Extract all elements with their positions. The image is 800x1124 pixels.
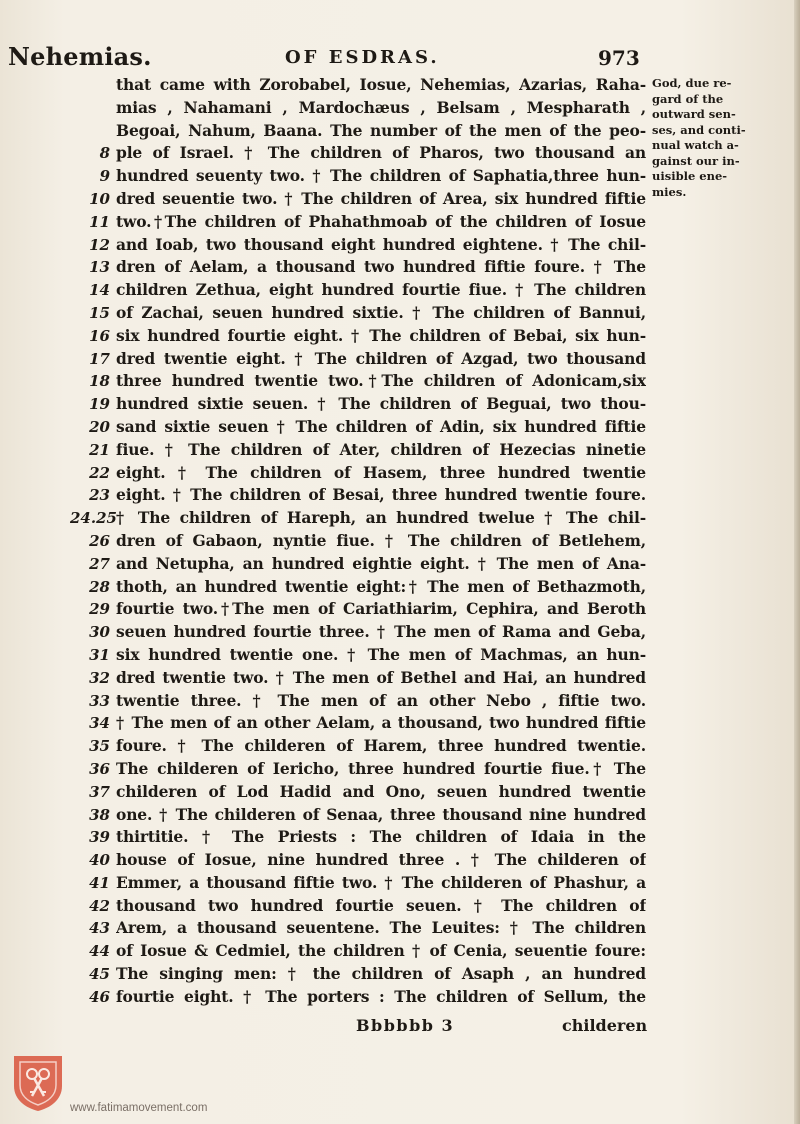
text-line: [70, 917, 650, 940]
marginal-note-line: mies.: [652, 184, 687, 199]
verse-number: 45: [89, 965, 110, 984]
verse-number: 38: [89, 805, 110, 824]
verse-number: 8: [99, 144, 110, 163]
text-line: [70, 804, 650, 827]
text-line: [70, 872, 650, 895]
verse-number: 18: [89, 372, 110, 391]
line-text: and Netupha, an hundred eightie eight. † The men of Ana-: [116, 553, 646, 573]
verse-number: 15: [89, 303, 110, 322]
line-text: eight. † The children of Besai, three hundred twentie foure.: [116, 485, 646, 505]
line-text: foure. † The childeren of Harem, three hundred twentie.: [116, 736, 646, 756]
line-text: dred twentie two. † The men of Bethel and Hai, an hundred: [116, 667, 646, 687]
line-text: Emmer, a thousand fiftie two. † The childeren of Phashur, a: [116, 872, 646, 892]
page-number: 973: [598, 46, 640, 70]
marginal-note-line: gard of the: [652, 91, 724, 106]
verse-number: 9: [99, 167, 110, 186]
text-line: [70, 348, 650, 371]
text-line: [70, 940, 650, 963]
line-text: children Zethua, eight hundred fourtie fiue. † The children: [116, 280, 646, 300]
marginal-note: [652, 76, 762, 200]
text-line: [70, 667, 650, 690]
verse-number: 39: [89, 828, 110, 847]
line-text: dred seuentie two. † The children of Area, six hundred fiftie: [116, 188, 646, 208]
text-line: [70, 234, 650, 257]
verse-number: 21: [89, 440, 110, 459]
text-line: [70, 439, 650, 462]
verse-number: 23: [89, 486, 110, 505]
text-line: [70, 758, 650, 781]
verse-number: 32: [89, 668, 110, 687]
verse-number: 40: [89, 851, 110, 870]
text-line: [70, 165, 650, 188]
line-text: fourtie eight. † The porters : The children of Sellum, the: [116, 986, 646, 1006]
line-text: six hundred twentie one. † The men of Machmas, an hun-: [116, 644, 646, 664]
marginal-note-line: nual watch a-: [652, 138, 739, 152]
line-text: three hundred twentie two.†The children of Adonicam,six: [116, 371, 646, 391]
line-text: seuen hundred fourtie three. † The men of Rama and Geba,: [116, 622, 646, 642]
line-text: dred twentie eight. † The children of Azgad, two thousand: [116, 348, 646, 368]
verse-number: 17: [89, 349, 110, 368]
verse-number: 36: [89, 759, 110, 778]
marginal-note-line: gainst our in-: [652, 153, 740, 168]
page-header: [0, 42, 800, 78]
verse-number: 27: [89, 554, 110, 573]
line-text: hundred sixtie seuen. † The children of Beguai, two thou-: [116, 394, 646, 414]
line-text: Begoai, Nahum, Baana. The number of the men of the peo-: [116, 120, 646, 140]
line-text: dren of Gabaon, nyntie fiue. † The children of Betlehem,: [116, 530, 646, 550]
line-text: Arem, a thousand seuentene. The Leuites: † The children: [116, 918, 646, 938]
line-text: of Iosue & Cedmiel, the children † of Cenia, seuentie foure:: [116, 941, 646, 961]
marginal-note-line: God, due re-: [652, 76, 732, 90]
text-line: [70, 621, 650, 644]
line-text: thirtitie. † The Priests : The children of Idaia in the: [116, 827, 646, 847]
verse-number: 16: [89, 326, 110, 345]
verse-number: 43: [89, 919, 110, 938]
line-text: The childeren of Iericho, three hundred fourtie fiue.† The: [116, 758, 646, 778]
verse-text-block: [70, 74, 650, 1009]
line-text: mias , Nahamani , Mardochæus , Belsam , Mespharath ,: [116, 97, 646, 117]
line-text: thousand two hundred fourtie seuen. † The children of: [116, 895, 646, 915]
text-line: [70, 507, 650, 530]
running-head: Nehemias.: [8, 42, 152, 71]
text-line: [70, 530, 650, 553]
line-text: childeren of Lod Hadid and Ono, seuen hundred twentie: [116, 781, 646, 801]
marginal-note-line: ses, and conti-: [652, 122, 746, 137]
text-line: [70, 462, 650, 485]
verse-number: 41: [89, 873, 110, 892]
verse-number: 14: [89, 281, 110, 300]
verse-number: 22: [89, 463, 110, 482]
signature-mark: Bbbbbb 3: [356, 1016, 455, 1035]
text-line: [70, 849, 650, 872]
seal-logo-icon: [10, 1052, 66, 1112]
line-text: fourtie two.†The men of Cariathiarim, Cephira, and Beroth: [116, 599, 646, 619]
line-text: thoth, an hundred twentie eight:† The men of Bethazmoth,: [116, 576, 646, 596]
verse-number: 13: [89, 258, 110, 277]
marginal-note-line: uisible ene-: [652, 169, 728, 183]
footer: [10, 1052, 310, 1114]
verse-number: 10: [89, 189, 110, 208]
verse-number: 29: [89, 600, 110, 619]
verse-number: 11: [89, 212, 110, 231]
text-line: [70, 211, 650, 234]
verse-number: 24.25: [70, 509, 117, 528]
verse-number: 33: [89, 691, 110, 710]
line-text: two.†The children of Phahathmoab of the children of Iosue: [116, 211, 646, 231]
verse-number: 20: [89, 417, 110, 436]
text-line: [70, 302, 650, 325]
line-text: that came with Zorobabel, Iosue, Nehemias, Azarias, Raha-: [116, 75, 646, 94]
page-edge: [794, 0, 800, 1124]
text-line: [70, 484, 650, 507]
verse-number: 28: [89, 577, 110, 596]
text-line: [70, 74, 650, 97]
text-line: [70, 598, 650, 621]
text-line: [70, 279, 650, 302]
text-line: [70, 735, 650, 758]
line-text: one. † The childeren of Senaa, three thousand nine hundred: [116, 804, 646, 824]
text-line: [70, 97, 650, 120]
verse-number: 26: [89, 531, 110, 550]
text-line: [70, 370, 650, 393]
verse-number: 35: [89, 737, 110, 756]
book-title: OF ESDRAS.: [285, 47, 440, 68]
text-line: [70, 826, 650, 849]
marginal-note-line: outward sen-: [652, 107, 736, 121]
verse-number: 19: [89, 395, 110, 414]
line-text: eight. † The children of Hasem, three hundred twentie: [116, 462, 646, 482]
line-text: fiue. † The children of Ater, children of Hezecias ninetie: [116, 439, 646, 459]
text-line: [70, 120, 650, 143]
text-line: [70, 325, 650, 348]
text-line: [70, 690, 650, 713]
line-text: † The children of Hareph, an hundred twelue † The chil-: [116, 508, 646, 528]
website-url[interactable]: www.fatimamovement.com: [70, 1102, 208, 1114]
verse-number: 34: [89, 714, 110, 733]
verse-number: 42: [89, 896, 110, 915]
text-line: [70, 712, 650, 735]
text-line: [70, 963, 650, 986]
line-text: ple of Israel. † The children of Pharos, two thousand an: [116, 143, 646, 163]
verse-number: 30: [89, 623, 110, 642]
text-line: [70, 393, 650, 416]
line-text: and Ioab, two thousand eight hundred eightene. † The chil-: [116, 234, 646, 254]
line-text: dren of Aelam, a thousand two hundred fiftie foure. † The: [116, 257, 646, 277]
text-line: [70, 895, 650, 918]
line-text: of Zachai, seuen hundred sixtie. † The children of Bannui,: [116, 302, 646, 322]
line-text: six hundred fourtie eight. † The children of Bebai, six hun-: [116, 325, 646, 345]
verse-number: 46: [89, 987, 110, 1006]
text-line: [70, 256, 650, 279]
text-line: [70, 644, 650, 667]
text-line: [70, 416, 650, 439]
text-line: [70, 142, 650, 165]
line-text: † The men of an other Aelam, a thousand, two hundred fiftie: [116, 713, 646, 733]
line-text: The singing men: † the children of Asaph , an hundred: [116, 964, 646, 984]
catchword: childeren: [562, 1016, 648, 1035]
verse-number: 37: [89, 782, 110, 801]
line-text: sand sixtie seuen † The children of Adin, six hundred fiftie: [116, 416, 646, 436]
line-text: hundred seuenty two. † The children of Saphatia,three hun-: [116, 166, 646, 186]
text-line: [70, 576, 650, 599]
text-line: [70, 781, 650, 804]
text-line: [70, 986, 650, 1009]
line-text: house of Iosue, nine hundred three . † The childeren of: [116, 850, 646, 870]
text-line: [70, 188, 650, 211]
line-text: twentie three. † The men of an other Nebo , fiftie two.: [116, 690, 646, 710]
text-line: [70, 553, 650, 576]
verse-number: 12: [89, 235, 110, 254]
verse-number: 31: [89, 645, 110, 664]
verse-number: 44: [89, 942, 110, 961]
